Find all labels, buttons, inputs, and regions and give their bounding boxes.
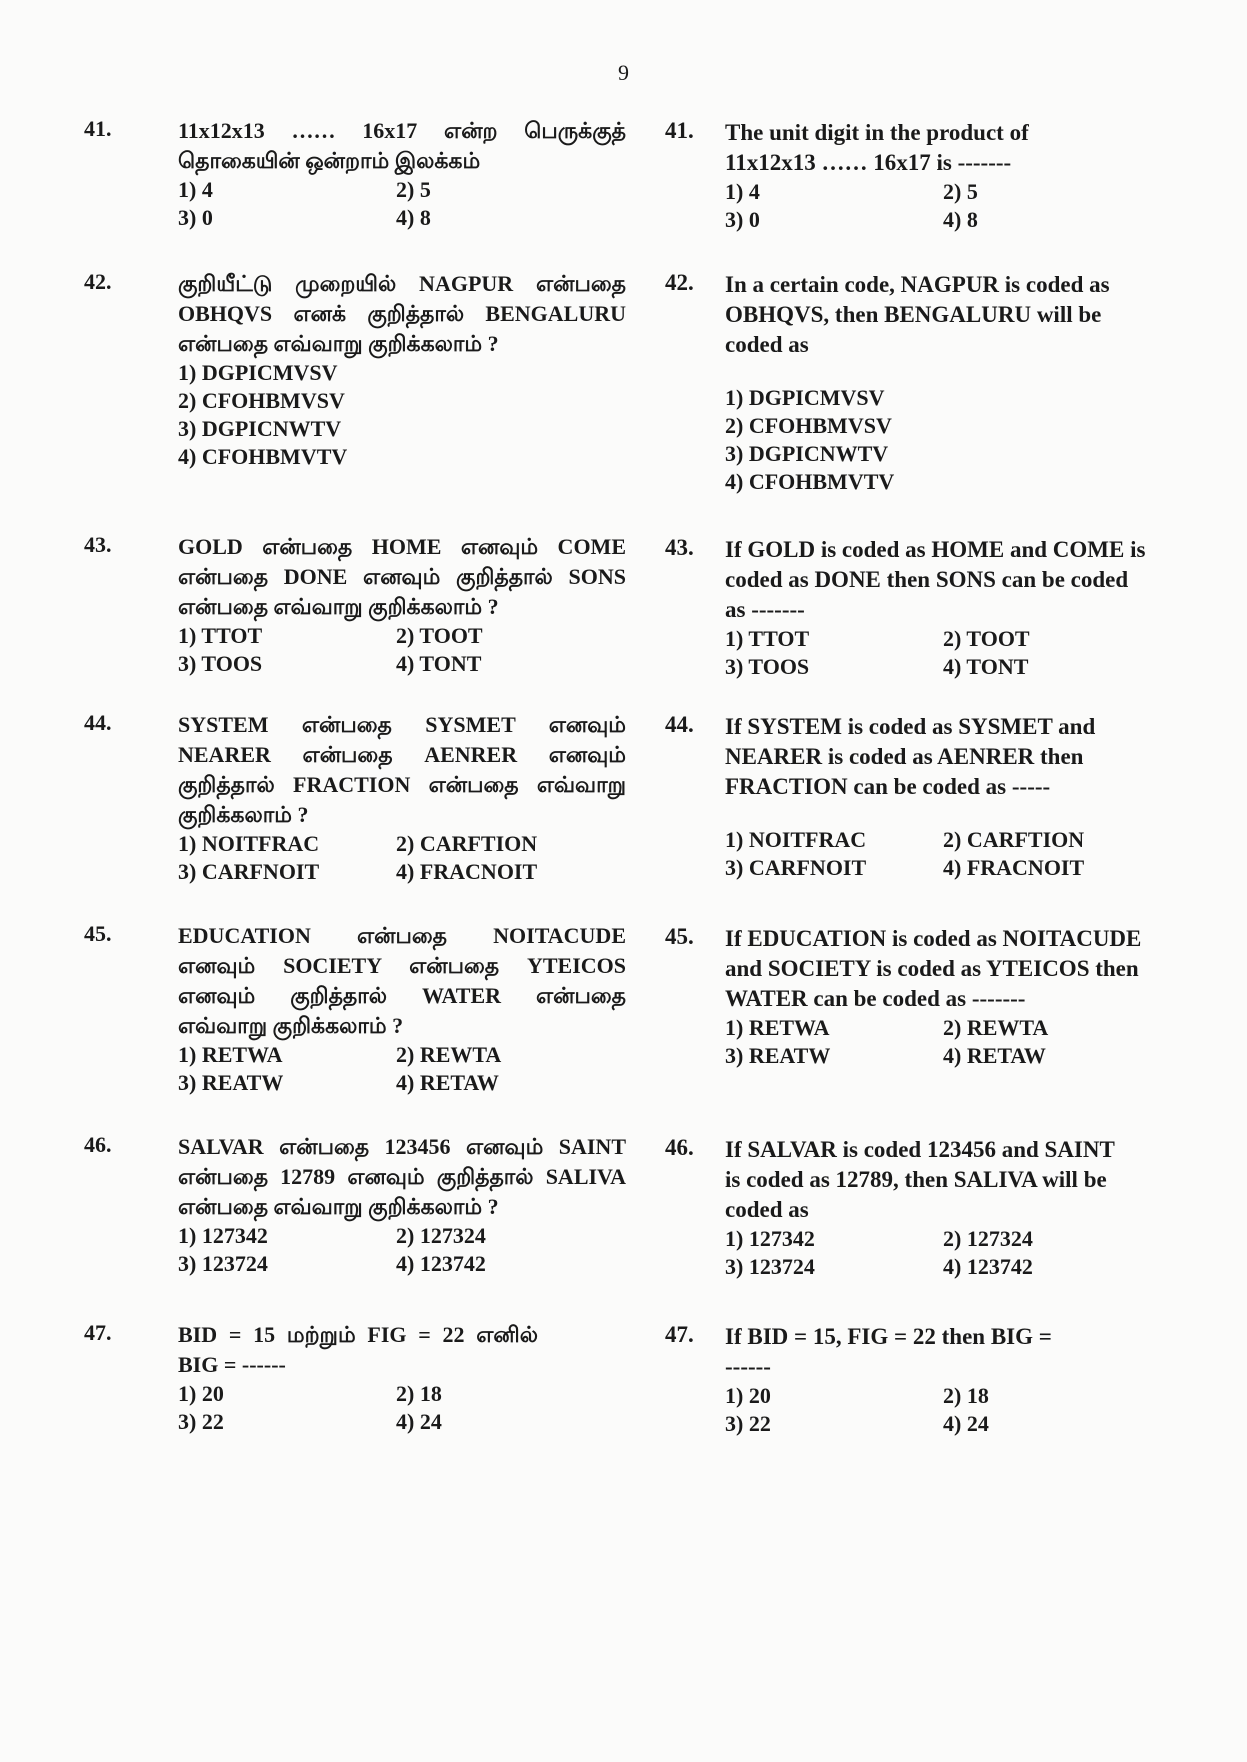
option-1: 1) NOITFRAC: [725, 827, 867, 852]
options: [725, 1225, 1125, 1281]
question-number: 44.: [84, 710, 112, 735]
question-number: 45.: [665, 924, 694, 949]
option-4: 4) CFOHBMVTV: [725, 469, 895, 494]
question-stem: The unit digit in the product of 11x12x13 …… 16x17 is -------: [725, 120, 1029, 175]
options: [178, 830, 626, 886]
question-number: 41.: [84, 116, 112, 141]
option-1: 1) DGPICMVSV: [178, 360, 338, 385]
option-3: 3) DGPICNWTV: [725, 441, 889, 466]
question-body: [725, 270, 1145, 496]
option-2: 2) 5: [396, 177, 431, 202]
question-stem: BID = 15 மற்றும் FIG = 22 எனில் BIG = ------: [178, 1322, 538, 1377]
option-3: 3) REATW: [178, 1070, 284, 1095]
question-stem: SALVAR என்பதை 123456 எனவும் SAINT என்பதை 12789 எனவும் குறித்தால் SALIVA என்பதை எவ்வாறு குறிக்கலாம் ?: [178, 1134, 626, 1219]
question-body: [178, 532, 626, 678]
option-4: 4) FRACNOIT: [943, 855, 1085, 880]
options: [725, 625, 1150, 681]
question-number: 45.: [84, 921, 112, 946]
question-body: [725, 118, 1085, 234]
option-1: 1) NOITFRAC: [178, 831, 320, 856]
options: [178, 1222, 626, 1278]
option-3: 3) DGPICNWTV: [178, 416, 342, 441]
question-stem: In a certain code, NAGPUR is coded as OBHQVS, then BENGALURU will be coded as: [725, 272, 1110, 357]
option-2: 2) 5: [943, 179, 978, 204]
options: [178, 176, 626, 232]
question-stem: If BID = 15, FIG = 22 then BIG = ------: [725, 1324, 1052, 1379]
option-3: 3) TOOS: [725, 654, 810, 679]
option-4: 4) RETAW: [396, 1070, 499, 1095]
option-3: 3) 22: [725, 1411, 771, 1436]
question-number: 42.: [665, 270, 694, 295]
question-body: [725, 1322, 1065, 1438]
options: [725, 826, 1150, 882]
question-body: [178, 116, 626, 232]
option-4: 4) 24: [943, 1411, 989, 1436]
option-2: 2) REWTA: [943, 1015, 1049, 1040]
question-stem: If SYSTEM is coded as SYSMET and NEARER is coded as AENRER then FRACTION can be coded as -----: [725, 714, 1096, 799]
question-stem: If GOLD is coded as HOME and COME is coded as DONE then SONS can be coded as -------: [725, 537, 1146, 622]
option-2: 2) 127324: [396, 1223, 486, 1248]
option-1: 1) 127342: [725, 1226, 815, 1251]
option-3: 3) TOOS: [178, 651, 263, 676]
question-stem: If SALVAR is coded 123456 and SAINT is coded as 12789, then SALIVA will be coded as: [725, 1137, 1115, 1222]
option-4: 4) TONT: [943, 654, 1029, 679]
question-body: [178, 1320, 538, 1436]
question-number: 46.: [84, 1132, 112, 1157]
option-3: 3) 22: [178, 1409, 224, 1434]
options: [725, 1382, 1065, 1438]
option-1: 1) RETWA: [725, 1015, 830, 1040]
question-stem: EDUCATION என்பதை NOITACUDE எனவும் SOCIETY என்பதை YTEICOS எனவும் குறித்தால் WATER என்பதை எவ்வாறு குறிக்கலாம் ?: [178, 923, 626, 1038]
options: [178, 622, 626, 678]
option-3: 3) REATW: [725, 1043, 831, 1068]
question-number: 41.: [665, 118, 694, 143]
option-1: 1) TTOT: [178, 623, 263, 648]
option-4: 4) 8: [396, 205, 431, 230]
question-body: [725, 535, 1150, 681]
option-2: 2) CFOHBMVSV: [725, 413, 892, 438]
option-4: 4) TONT: [396, 651, 482, 676]
option-1: 1) 20: [178, 1381, 224, 1406]
option-2: 2) 18: [943, 1383, 989, 1408]
option-4: 4) RETAW: [943, 1043, 1046, 1068]
question-body: [178, 921, 626, 1097]
option-1: 1) 127342: [178, 1223, 268, 1248]
question-body: [725, 1135, 1125, 1281]
question-body: [178, 1132, 626, 1278]
option-3: 3) 0: [178, 205, 213, 230]
option-3: 3) CARFNOIT: [725, 855, 867, 880]
option-1: 1) 4: [725, 179, 760, 204]
option-4: 4) 123742: [943, 1254, 1033, 1279]
option-4: 4) 24: [396, 1409, 442, 1434]
option-1: 1) TTOT: [725, 626, 810, 651]
options: [725, 178, 1085, 234]
question-stem: குறியீட்டு முறையில் NAGPUR என்பதை OBHQVS எனக் குறித்தால் BENGALURU என்பதை எவ்வாறு குறிக்கலாம் ?: [178, 271, 626, 356]
option-2: 2) TOOT: [396, 623, 483, 648]
options: [725, 1014, 1150, 1070]
question-number: 47.: [665, 1322, 694, 1347]
option-4: 4) 8: [943, 207, 978, 232]
question-number: 43.: [84, 532, 112, 557]
option-3: 3) 0: [725, 207, 760, 232]
option-3: 3) CARFNOIT: [178, 859, 320, 884]
options: [725, 384, 1145, 496]
option-3: 3) 123724: [178, 1251, 268, 1276]
options: [178, 359, 626, 471]
question-number: 44.: [665, 712, 694, 737]
question-number: 42.: [84, 269, 112, 294]
option-1: 1) 20: [725, 1383, 771, 1408]
option-3: 3) 123724: [725, 1254, 815, 1279]
question-stem: If EDUCATION is coded as NOITACUDE and SOCIETY is coded as YTEICOS then WATER can be coded as -------: [725, 926, 1142, 1011]
option-4: 4) 123742: [396, 1251, 486, 1276]
option-1: 1) DGPICMVSV: [725, 385, 885, 410]
option-2: 2) 127324: [943, 1226, 1033, 1251]
option-4: 4) FRACNOIT: [396, 859, 538, 884]
question-stem: GOLD என்பதை HOME எனவும் COME என்பதை DONE எனவும் குறித்தால் SONS என்பதை எவ்வாறு குறிக்கலாம் ?: [178, 534, 626, 619]
option-2: 2) TOOT: [943, 626, 1030, 651]
option-1: 1) RETWA: [178, 1042, 283, 1067]
question-number: 46.: [665, 1135, 694, 1160]
options: [178, 1041, 626, 1097]
question-stem: SYSTEM என்பதை SYSMET எனவும் NEARER என்பதை AENRER எனவும் குறித்தால் FRACTION என்பதை எவ்வாறு குறிக்கலாம் ?: [178, 712, 626, 827]
options: [178, 1380, 538, 1436]
question-body: [725, 712, 1150, 882]
option-4: 4) CFOHBMVTV: [178, 444, 348, 469]
page-number: 9: [618, 60, 629, 85]
question-stem: 11x12x13 …… 16x17 என்ற பெருக்குத் தொகையின் ஒன்றாம் இலக்கம்: [178, 118, 626, 173]
question-body: [178, 269, 626, 471]
option-2: 2) CARFTION: [943, 827, 1085, 852]
option-2: 2) CFOHBMVSV: [178, 388, 345, 413]
question-number: 43.: [665, 535, 694, 560]
question-body: [725, 924, 1150, 1070]
question-body: [178, 710, 626, 886]
option-2: 2) REWTA: [396, 1042, 502, 1067]
option-1: 1) 4: [178, 177, 213, 202]
question-number: 47.: [84, 1320, 112, 1345]
option-2: 2) 18: [396, 1381, 442, 1406]
option-2: 2) CARFTION: [396, 831, 538, 856]
